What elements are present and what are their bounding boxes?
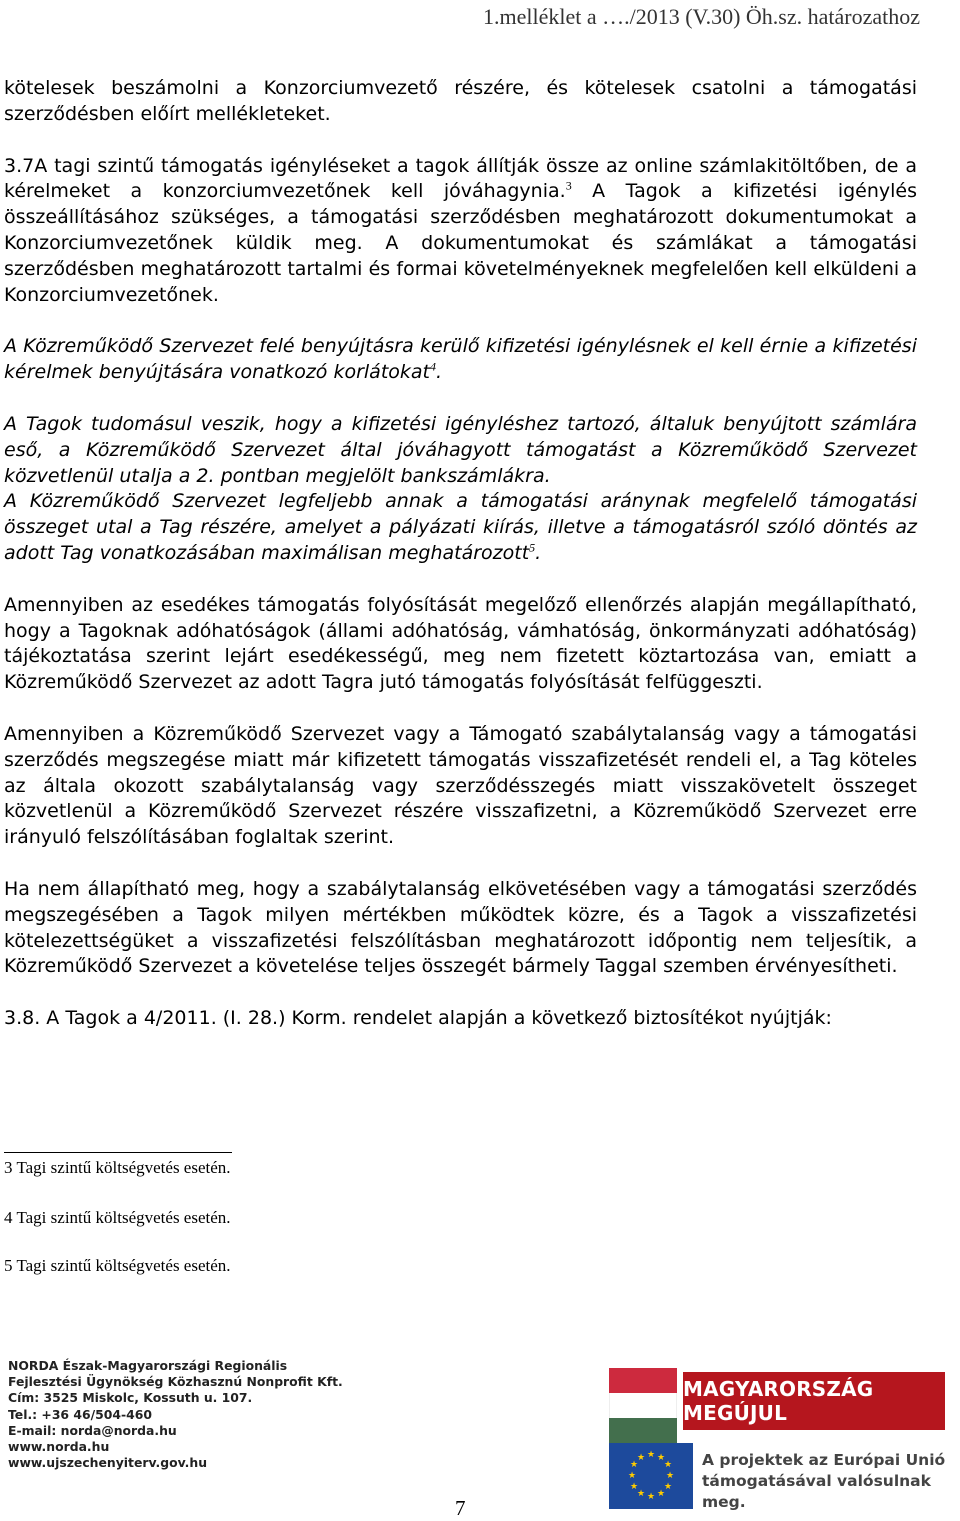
norda-line: NORDA Észak-Magyarországi Regionális	[8, 1358, 288, 1373]
paragraph-max-amount: A Közreműködő Szervezet legfeljebb annak a támogatási aránynak megfelelő támogatási összeget utal a Tag részére, amelyet a pályázati kiírás, illetve a támogatásról szóló döntés az adott Tag vonatkozásában maximálisan meghatározott$^5$.	[4, 490, 917, 564]
norda-line: www.ujszechenyiterv.gov.hu	[8, 1455, 208, 1471]
paragraph-3-8: 3.8. A Tagok a 4/2011. (I. 28.) Korm. rendelet alapján a következő biztosítékot nyújtják:	[4, 1007, 832, 1030]
svg-text:★: ★	[636, 1453, 646, 1463]
footnote-ref-3: 3	[565, 179, 572, 194]
paragraph-3-7-part-b: A Tagok a kifizetési igénylés összeállításához szükséges, a támogatási szerződésben meghatározott dokumentumokat a Konzorciumvezetőnek küldik meg. A dokumentumokat és számlákat a támogatási szerződésben meghatározott tartalmi és formai követelményeknek megfelelően kell elküldeni a Konzorciumvezetőnek.	[4, 180, 917, 306]
norda-line: Tel.: +36 46/504-460	[8, 1406, 153, 1422]
norda-line: Fejlesztési Ügynökség Közhasznú Nonprofit Kft.	[8, 1374, 343, 1390]
svg-text:★: ★	[656, 1489, 666, 1499]
magyarorszag-megujul-banner: MAGYARORSZÁG MEGÚJUL	[683, 1372, 945, 1430]
footnote-5: 5 Tagi szintű költségvetés esetén.	[4, 1256, 231, 1275]
norda-contact-block	[8, 1358, 343, 1471]
eu-support-text: A projektek az Európai Unió támogatásával valósulnak meg.	[702, 1451, 946, 1511]
footnote-3: 3 Tagi szintű költségvetés esetén.	[4, 1158, 231, 1177]
norda-line: E-mail: norda@norda.hu	[8, 1422, 177, 1438]
eu-flag-icon	[609, 1443, 693, 1509]
footnote-4: 4 Tagi szintű költségvetés esetén.	[4, 1208, 231, 1227]
paragraph-repayment: Amennyiben a Közreműködő Szervezet vagy a Támogató szabálytalanság vagy a támogatási szerződés megszegése miatt már kifizetett támogatás visszafizetését rendeli el, a Tag köteles az általa okozott szabálytalanság vagy szerződésszegés miatt visszakövetelt összeget közvetlenül a Közreműködő Szervezet részére visszafizetni, a Közreműködő Szervezet erre irányuló felszólításában foglaltak szerint.	[4, 722, 917, 849]
norda-line: Cím: 3525 Miskolc, Kossuth u. 107.	[8, 1390, 253, 1406]
paragraph-joint-liability: Ha nem állapítható meg, hogy a szabálytalanság elkövetésében vagy a támogatási szerződés megszegésében a Tagok milyen mértékben működtek közre, és a Tagok a visszafizetési kötelezettségüket a visszafizetési felszólításban meghatározott időpontig nem teljesítik, a Közreműködő Szervezet a követelése teljes összegét bármely Taggal szemben érvényesítheti.	[4, 877, 917, 978]
paragraph-3-7	[4, 154, 917, 309]
paragraph-1: kötelesek beszámolni a Konzorciumvezető részére, és kötelesek csatolni a támogatási szerződésben előírt mellékleteket.	[4, 77, 917, 125]
norda-line: www.norda.hu	[8, 1439, 110, 1455]
footnote-ref-5: 5	[529, 540, 536, 555]
svg-text:★: ★	[663, 1482, 673, 1492]
paragraph-claim-limits: A Közreműködő Szervezet felé benyújtásra kerülő kifizetési igénylésnek el kell érnie a kifizetési kérelmek benyújtására vonatkozó korlátokat$^4$.	[4, 335, 917, 384]
paragraph-direct-transfer: A Tagok tudomásul veszik, hogy a kifizetési igényléshez tartozó, általuk benyújtott számlára eső, a Közreműködő Szervezet által jóváhagyott támogatást a Közreműködő Szervezet közvetlenül utalja a 2. pontban megjelölt bankszámlákra.	[4, 412, 917, 487]
eu-stars-icon	[609, 1443, 693, 1509]
svg-text:★: ★	[656, 1453, 666, 1463]
footnote-separator	[4, 1152, 232, 1153]
paragraph-3-7-part-a: 3.7A tagi szintű támogatás igényléseket a tagok állítják össze az online számlakitöltőben, de a kérelmeket a konzorciumvezetőnek kell jóváhagynia.	[4, 154, 917, 203]
paragraph-tax-suspension: Amennyiben az esedékes támogatás folyósítását megelőző ellenőrzés alapján megállapítható, hogy a Tagoknak adóhatóságok (állami adóhatóság, vámhatóság, önkormányzati adóhatóság) tájékoztatása szerint lejárt esedékességű, meg nem fizetett köztartozása van, emiatt a Közreműködő Szervezet az adott Tagra jutó támogatás folyósítását felfüggeszti.	[4, 593, 917, 694]
footnote-ref-4: 4	[430, 359, 436, 374]
svg-text:★: ★	[663, 1460, 673, 1470]
body-text	[4, 76, 917, 1032]
svg-text:★: ★	[646, 1450, 656, 1460]
page-number: 7	[455, 1496, 466, 1520]
hungarian-flag-icon	[609, 1368, 677, 1443]
svg-text:★: ★	[665, 1471, 675, 1481]
svg-text:★: ★	[636, 1489, 646, 1499]
page-header: 1.melléklet a …./2013 (V.30) Öh.sz. határozathoz	[482, 4, 920, 29]
svg-text:★: ★	[646, 1492, 656, 1502]
svg-text:★: ★	[629, 1460, 639, 1470]
svg-text:★: ★	[629, 1482, 639, 1492]
svg-text:★: ★	[627, 1471, 637, 1481]
